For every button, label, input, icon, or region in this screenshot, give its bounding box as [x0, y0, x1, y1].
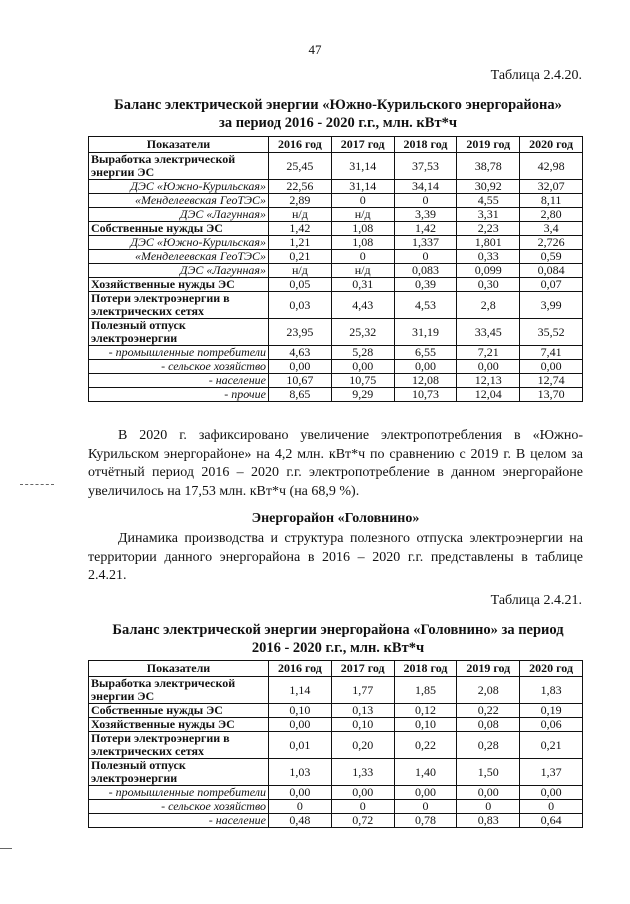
row-label: ДЭС «Лагунная» — [89, 264, 269, 278]
table-cell: 0 — [394, 800, 457, 814]
table2-caption: Таблица 2.4.21. — [490, 593, 582, 608]
table-row — [89, 800, 583, 814]
table-row — [89, 677, 583, 704]
table-cell: 31,14 — [331, 153, 394, 180]
table-row — [89, 374, 583, 388]
column-header: 2020 год — [520, 137, 583, 153]
table-cell: 0 — [457, 800, 520, 814]
table-row — [89, 718, 583, 732]
table-row — [89, 264, 583, 278]
table-cell: 0,28 — [457, 732, 520, 759]
table-cell: 1,801 — [457, 236, 520, 250]
table-cell: 0,21 — [269, 250, 332, 264]
table-cell: 34,14 — [394, 180, 457, 194]
table-cell: н/д — [269, 264, 332, 278]
table-cell: 1,03 — [269, 759, 332, 786]
table-row — [89, 180, 583, 194]
table-cell: 4,43 — [331, 292, 394, 319]
table-cell: 4,63 — [269, 346, 332, 360]
table-cell: 35,52 — [520, 319, 583, 346]
table-cell: 0,00 — [394, 360, 457, 374]
table-cell: 0 — [331, 250, 394, 264]
table-cell: 4,53 — [394, 292, 457, 319]
table2-title — [88, 621, 588, 657]
table-row — [89, 278, 583, 292]
table2-header-row — [89, 661, 583, 677]
table-cell: 12,04 — [457, 388, 520, 402]
row-label: - прочие — [89, 388, 269, 402]
table-cell: 0,48 — [269, 814, 332, 828]
table-cell: 0,06 — [520, 718, 583, 732]
table-cell: 1,08 — [331, 222, 394, 236]
table-cell: 0,083 — [394, 264, 457, 278]
table-cell: 1,37 — [520, 759, 583, 786]
table-cell: 1,83 — [520, 677, 583, 704]
table-row — [89, 360, 583, 374]
table-cell: 0,03 — [269, 292, 332, 319]
table-cell: 38,78 — [457, 153, 520, 180]
table-cell: 12,08 — [394, 374, 457, 388]
table-cell: 0,59 — [520, 250, 583, 264]
table-cell: 8,11 — [520, 194, 583, 208]
table-cell: 0,08 — [457, 718, 520, 732]
table-cell: 1,33 — [331, 759, 394, 786]
table-cell: 0,00 — [269, 360, 332, 374]
row-label: - сельское хозяйство — [89, 360, 269, 374]
table-row — [89, 319, 583, 346]
table-row — [89, 346, 583, 360]
row-label: ДЭС «Южно-Курильская» — [89, 180, 269, 194]
table-cell: 0,22 — [457, 704, 520, 718]
row-label: - промышленные потребители — [89, 346, 269, 360]
section-heading: Энергорайон «Головнино» — [251, 511, 420, 526]
table-cell: 0 — [520, 800, 583, 814]
table-cell: 0,05 — [269, 278, 332, 292]
page-number: 47 — [308, 42, 322, 57]
table-cell: 5,28 — [331, 346, 394, 360]
row-label: - население — [89, 374, 269, 388]
table-cell: 0,00 — [269, 786, 332, 800]
table-cell: 30,92 — [457, 180, 520, 194]
table-cell: 3,99 — [520, 292, 583, 319]
row-label: Потери электроэнергии в электрических сетях — [89, 292, 269, 319]
column-header: 2020 год — [520, 661, 583, 677]
table-cell: 0,10 — [269, 704, 332, 718]
table-cell: 0,64 — [520, 814, 583, 828]
table-cell: 0,00 — [269, 718, 332, 732]
table-cell: 0,07 — [520, 278, 583, 292]
table-cell: 1,42 — [394, 222, 457, 236]
table-cell: 32,07 — [520, 180, 583, 194]
table-cell: 7,21 — [457, 346, 520, 360]
margin-mark — [0, 848, 12, 849]
column-header: Показатели — [89, 661, 269, 677]
table-cell: 12,74 — [520, 374, 583, 388]
table-cell: 0,00 — [331, 360, 394, 374]
table-row — [89, 208, 583, 222]
table-cell: 0 — [394, 194, 457, 208]
row-label: - промышленные потребители — [89, 786, 269, 800]
table-row — [89, 292, 583, 319]
table-cell: 0,21 — [520, 732, 583, 759]
row-label: Полезный отпуск электроэнергии — [89, 319, 269, 346]
table-cell: 1,77 — [331, 677, 394, 704]
table1-title-line2: за период 2016 - 2020 г.г., млн. кВт*ч — [219, 115, 457, 131]
table-cell: н/д — [331, 208, 394, 222]
table-cell: 0 — [394, 250, 457, 264]
table-cell: 0,39 — [394, 278, 457, 292]
row-label: Собственные нужды ЭС — [89, 704, 269, 718]
table-cell: 2,726 — [520, 236, 583, 250]
table-cell: н/д — [269, 208, 332, 222]
table-cell: 2,80 — [520, 208, 583, 222]
table-cell: 0,084 — [520, 264, 583, 278]
table-cell: 1,14 — [269, 677, 332, 704]
table-cell: 31,19 — [394, 319, 457, 346]
table-row — [89, 236, 583, 250]
row-label: «Менделеевская ГеоТЭС» — [89, 194, 269, 208]
table-row — [89, 814, 583, 828]
table-cell: 1,21 — [269, 236, 332, 250]
table-cell: 0,12 — [394, 704, 457, 718]
table-cell: 1,50 — [457, 759, 520, 786]
table-cell: 1,337 — [394, 236, 457, 250]
row-label: ДЭС «Южно-Курильская» — [89, 236, 269, 250]
table-cell: 0,01 — [269, 732, 332, 759]
column-header: 2017 год — [331, 661, 394, 677]
table-cell: 25,45 — [269, 153, 332, 180]
table-cell: 33,45 — [457, 319, 520, 346]
paragraph-1: В 2020 г. зафиксировано увеличение электропотребления в «Южно-Курильском энергорайоне» на 4,2 млн. кВт*ч по сравнению с 2019 г. В целом за отчётный период 2016 – 2020 г.г. электропотребление в данном энергорайоне увеличилось на 17,53 млн. кВт*ч (на 68,9 %). — [88, 428, 583, 499]
table2-title-line1: Баланс электрической энергии энергорайона «Головнино» за период — [112, 622, 564, 638]
table-cell: 10,67 — [269, 374, 332, 388]
table-cell: 12,13 — [457, 374, 520, 388]
table-cell: 2,08 — [457, 677, 520, 704]
table-cell: 0,00 — [394, 786, 457, 800]
table-cell: 37,53 — [394, 153, 457, 180]
table-cell: 3,31 — [457, 208, 520, 222]
column-header: 2017 год — [331, 137, 394, 153]
table-cell: 0,20 — [331, 732, 394, 759]
table-cell: 0,00 — [520, 786, 583, 800]
table1-caption: Таблица 2.4.20. — [490, 68, 582, 83]
column-header: 2019 год — [457, 137, 520, 153]
table-cell: 42,98 — [520, 153, 583, 180]
table-cell: 31,14 — [331, 180, 394, 194]
table-cell: 0,00 — [331, 786, 394, 800]
column-header: Показатели — [89, 137, 269, 153]
table-cell: 23,95 — [269, 319, 332, 346]
table-cell: 1,08 — [331, 236, 394, 250]
table-cell: 22,56 — [269, 180, 332, 194]
table-row — [89, 704, 583, 718]
table-cell: 3,39 — [394, 208, 457, 222]
table-cell: 10,73 — [394, 388, 457, 402]
table-cell: 0,099 — [457, 264, 520, 278]
row-label: Собственные нужды ЭС — [89, 222, 269, 236]
table-cell: 0 — [331, 194, 394, 208]
row-label: Полезный отпуск электроэнергии — [89, 759, 269, 786]
table-cell: 25,32 — [331, 319, 394, 346]
table-cell: 0 — [331, 800, 394, 814]
table-cell: 0,10 — [394, 718, 457, 732]
table-cell: 13,70 — [520, 388, 583, 402]
table2-title-line2: 2016 - 2020 г.г., млн. кВт*ч — [251, 640, 425, 656]
table-cell: 0,00 — [520, 360, 583, 374]
table-cell: 1,85 — [394, 677, 457, 704]
table-row — [89, 222, 583, 236]
table-cell: 9,29 — [331, 388, 394, 402]
row-label: Хозяйственные нужды ЭС — [89, 718, 269, 732]
table-cell: 0,22 — [394, 732, 457, 759]
table-cell: 2,8 — [457, 292, 520, 319]
table-row — [89, 732, 583, 759]
table-cell: 7,41 — [520, 346, 583, 360]
margin-mark — [20, 484, 54, 485]
table2 — [88, 660, 583, 828]
table-row — [89, 250, 583, 264]
table-cell: 1,40 — [394, 759, 457, 786]
table1-title — [88, 96, 588, 132]
table-cell: 2,23 — [457, 222, 520, 236]
row-label: - сельское хозяйство — [89, 800, 269, 814]
row-label: Выработка электрической энергии ЭС — [89, 677, 269, 704]
row-label: ДЭС «Лагунная» — [89, 208, 269, 222]
row-label: - население — [89, 814, 269, 828]
table1-title-line1: Баланс электрической энергии «Южно-Курильского энергорайона» — [114, 97, 562, 113]
column-header: 2018 год — [394, 661, 457, 677]
paragraph-2: Динамика производства и структура полезного отпуска электроэнергии на территории данного энергорайона в 2016 – 2020 г.г. представлены в таблице 2.4.21. — [88, 531, 583, 583]
table-cell: 0,30 — [457, 278, 520, 292]
table-cell: 0,00 — [457, 786, 520, 800]
table1-header-row — [89, 137, 583, 153]
table-cell: 3,4 — [520, 222, 583, 236]
table-row — [89, 759, 583, 786]
table-row — [89, 388, 583, 402]
table-cell: 0,31 — [331, 278, 394, 292]
table-cell: 6,55 — [394, 346, 457, 360]
table-cell: 0,13 — [331, 704, 394, 718]
table-cell: 0,83 — [457, 814, 520, 828]
table-cell: 1,42 — [269, 222, 332, 236]
table-row — [89, 786, 583, 800]
table-cell: 0,33 — [457, 250, 520, 264]
table-cell: 2,89 — [269, 194, 332, 208]
table-cell: 4,55 — [457, 194, 520, 208]
table-row — [89, 194, 583, 208]
row-label: Выработка электрической энергии ЭС — [89, 153, 269, 180]
row-label: Хозяйственные нужды ЭС — [89, 278, 269, 292]
table-cell: 0,00 — [457, 360, 520, 374]
table-cell: 0,19 — [520, 704, 583, 718]
row-label: «Менделеевская ГеоТЭС» — [89, 250, 269, 264]
table-cell: 10,75 — [331, 374, 394, 388]
table-cell: 0,10 — [331, 718, 394, 732]
column-header: 2016 год — [269, 661, 332, 677]
column-header: 2016 год — [269, 137, 332, 153]
row-label: Потери электроэнергии в электрических сетях — [89, 732, 269, 759]
table-cell: н/д — [331, 264, 394, 278]
table-cell: 0 — [269, 800, 332, 814]
column-header: 2019 год — [457, 661, 520, 677]
table-row — [89, 153, 583, 180]
table1 — [88, 136, 583, 402]
column-header: 2018 год — [394, 137, 457, 153]
table-cell: 0,78 — [394, 814, 457, 828]
table-cell: 0,72 — [331, 814, 394, 828]
table-cell: 8,65 — [269, 388, 332, 402]
